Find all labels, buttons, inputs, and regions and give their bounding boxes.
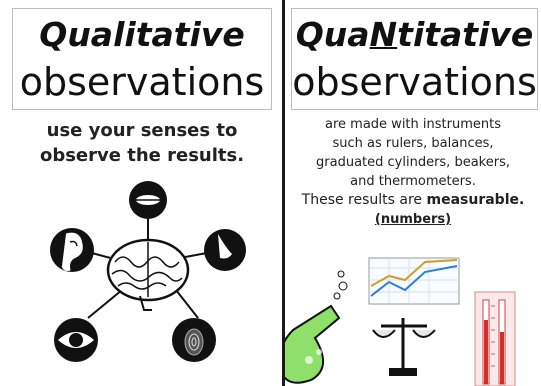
thermometer-icon bbox=[475, 292, 515, 386]
nose-icon bbox=[204, 229, 246, 271]
qualitative-subtitle: observations bbox=[19, 60, 265, 104]
flask-icon bbox=[285, 271, 347, 383]
quantitative-title-pre: Qua bbox=[295, 15, 370, 54]
qualitative-description-line-1: use your senses to bbox=[46, 120, 238, 141]
brain-icon bbox=[108, 240, 188, 310]
balance-scale-icon bbox=[373, 318, 435, 376]
line-graph-icon bbox=[369, 258, 459, 304]
qualitative-title: Qualitative bbox=[39, 15, 245, 54]
mouth-icon bbox=[129, 181, 167, 219]
quantitative-title-post: titative bbox=[397, 15, 534, 54]
quantitative-desc-line-1: are made with instruments bbox=[325, 117, 501, 132]
ear-icon bbox=[50, 228, 94, 272]
quantitative-desc-line-3: graduated cylinders, beakers, bbox=[316, 155, 510, 170]
fingerprint-icon bbox=[172, 318, 216, 362]
measurable-bold: measurable. bbox=[426, 192, 525, 208]
quantitative-subtitle: observations bbox=[292, 60, 537, 104]
eye-icon bbox=[54, 318, 98, 362]
quantitative-desc-line-4: and thermometers. bbox=[350, 174, 476, 189]
measurable-pre: These results are bbox=[301, 192, 427, 208]
quantitative-desc-line-2: such as rulers, balances, bbox=[332, 136, 494, 151]
quantitative-title-emphasis: N bbox=[369, 15, 398, 54]
qualitative-description-line-2: observe the results. bbox=[39, 145, 245, 166]
instruments-illustration bbox=[285, 0, 541, 386]
quantitative-panel bbox=[285, 0, 541, 386]
numbers-label: (numbers) bbox=[374, 212, 452, 227]
